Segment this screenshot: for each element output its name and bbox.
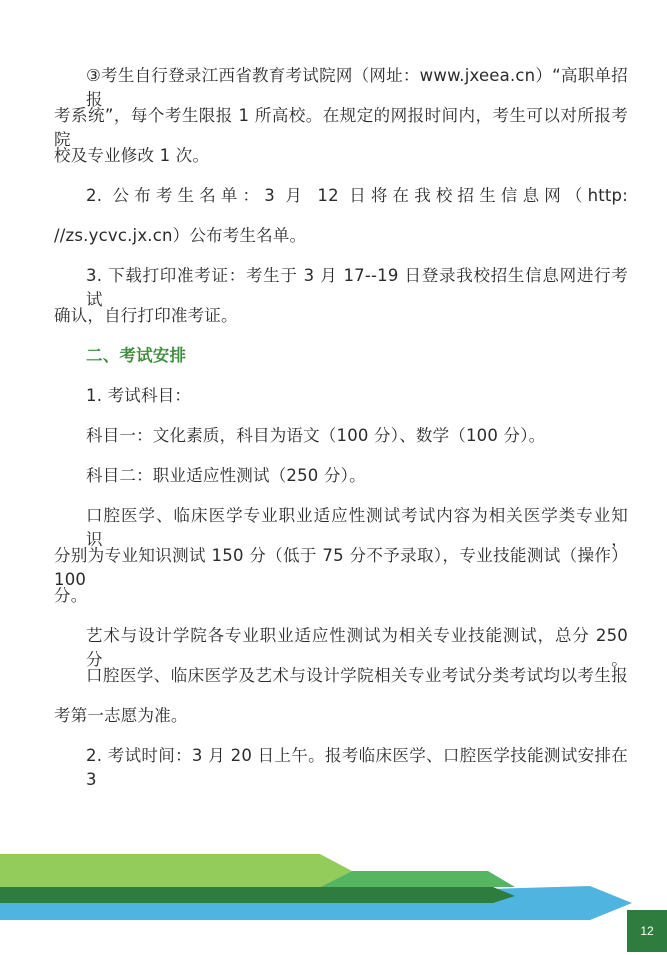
paragraph-line: 2. 考试时间：3 月 20 日上午。报考临床医学、口腔医学技能测试安排在 3 xyxy=(86,746,628,789)
paragraph-line: 3. 下载打印准考证：考生于 3 月 17--19 日登录我校招生信息网进行考试 xyxy=(86,266,628,309)
paragraph-line: 考系统”，每个考生限报 1 所高校。在规定的网报时间内，考生可以对所报考院 xyxy=(54,106,628,149)
page-number: 12 xyxy=(640,924,654,938)
paragraph-line: //zs.ycvc.jx.cn）公布考生名单。 xyxy=(54,226,307,245)
paragraph-line: 1. 考试科目： xyxy=(86,386,192,405)
section-heading: 二、考试安排 xyxy=(86,346,187,365)
footer-decoration xyxy=(0,840,667,920)
paragraph-line: 确认，自行打印准考证。 xyxy=(54,306,238,325)
paragraph-line: 科目二：职业适应性测试（250 分）。 xyxy=(86,466,366,485)
footer-band-dark-green xyxy=(0,887,515,903)
paragraph-line: 校及专业修改 1 次。 xyxy=(54,146,210,165)
paragraph-line: 科目一：文化素质，科目为语文（100 分）、数学（100 分）。 xyxy=(86,426,546,445)
footer-band-light-green xyxy=(0,854,352,887)
page-number-badge xyxy=(627,910,667,952)
paragraph-line: 2. 公布考生名单：3 月 12 日将在我校招生信息网（http: xyxy=(86,186,628,205)
paragraph-line: ③考生自行登录江西省教育考试院网（网址：www.jxeea.cn）“高职单招报 xyxy=(86,66,628,109)
paragraph-line: 考第一志愿为准。 xyxy=(54,706,188,725)
paragraph-line: 口腔医学、临床医学及艺术与设计学院相关专业考试分类考试均以考生报 xyxy=(86,666,628,685)
paragraph-line: 艺术与设计学院各专业职业适应性测试为相关专业技能测试，总分 250 分。 xyxy=(86,626,628,669)
paragraph-line: 口腔医学、临床医学专业职业适应性测试考试内容为相关医学类专业知识， xyxy=(86,506,628,549)
paragraph-line: 分别为专业知识测试 150 分（低于 75 分不予录取），专业技能测试（操作）100 xyxy=(54,546,628,589)
paragraph-line: 分。 xyxy=(54,586,88,605)
